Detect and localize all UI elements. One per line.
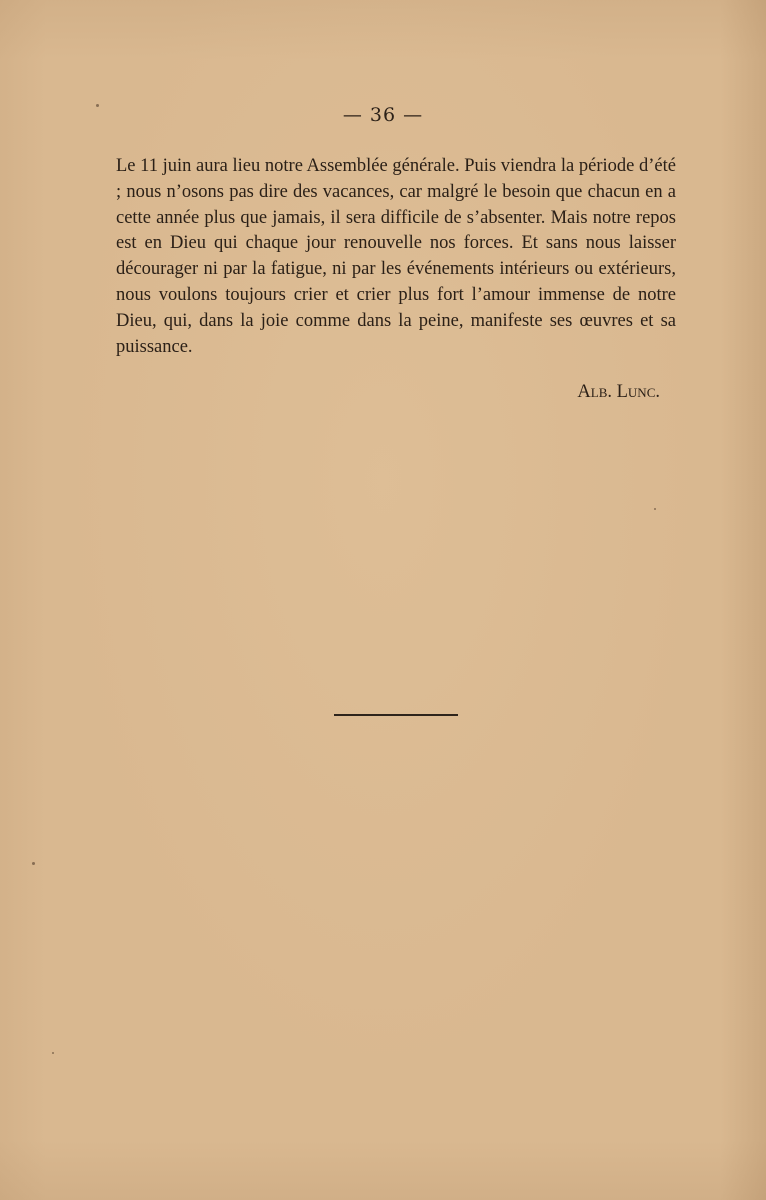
- paper-speck: [52, 1052, 54, 1054]
- page-number: — 36 —: [342, 104, 424, 126]
- author-signature: Alb. Lunc.: [577, 382, 660, 402]
- paper-speck: [96, 104, 99, 107]
- body-paragraph: Le 11 juin aura lieu notre Assemblée générale. Puis viendra la période d’été ; nous n’osons pas dire des vacances, car malgré le besoin que chacun en a cette année plus que jamais, il sera difficile de s’absenter. Mais notre repos est en Dieu qui chaque jour renouvelle nos forces. Et sans nous laisser décourager ni par la fatigue, ni par les événements intérieurs ou extérieurs, nous voulons toujours crier et crier plus fort l’amour immense de notre Dieu, qui, dans la joie comme dans la peine, manifeste ses œuvres et sa puissance.: [116, 156, 676, 357]
- section-divider: [334, 714, 458, 716]
- paper-speck: [654, 508, 656, 510]
- paper-speck: [32, 862, 35, 865]
